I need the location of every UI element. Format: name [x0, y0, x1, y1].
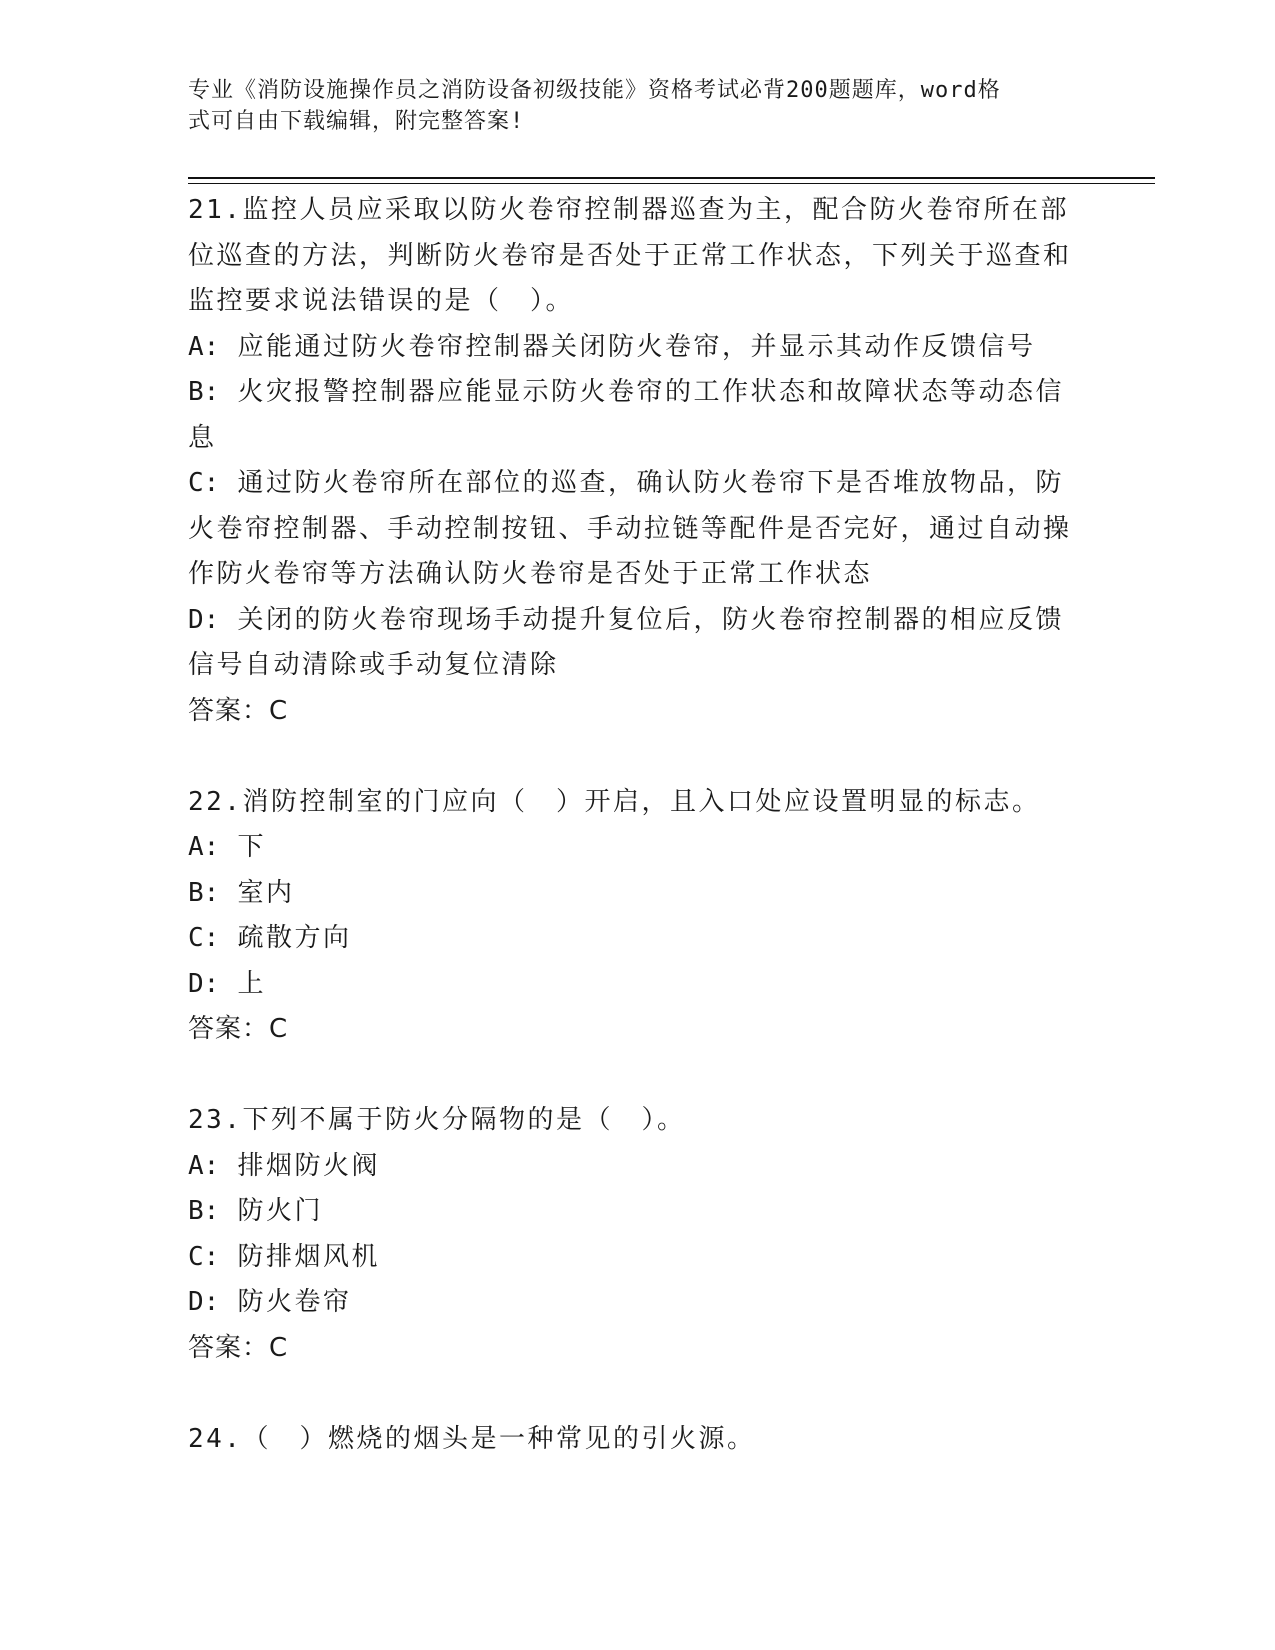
- option-text: 通过防火卷帘所在部位的巡查，确认防火卷帘下是否堆放物品，防火卷帘控制器、手动控制按钮、手动拉链等配件是否完好，通过自动操作防火卷帘等方法确认防火卷帘是否处于正常工作状态: [188, 468, 1072, 589]
- option-text: 下: [237, 832, 266, 862]
- option-label: C:: [188, 923, 220, 953]
- option-label: D:: [188, 968, 220, 999]
- question-24: [188, 1417, 1088, 1463]
- question-21: [188, 188, 1088, 734]
- document-header: [188, 75, 1068, 137]
- question-list: [188, 188, 1088, 1462]
- option-b: [188, 370, 1088, 461]
- option-label: C:: [188, 1241, 220, 1272]
- option-text: 上: [237, 968, 266, 999]
- option-label: D:: [188, 604, 220, 635]
- option-text: 室内: [237, 877, 295, 908]
- option-c: [188, 1235, 1088, 1281]
- option-d: [188, 962, 1088, 1008]
- question-stem: 24.（ ）燃烧的烟头是一种常见的引火源。: [188, 1423, 756, 1454]
- option-d: [188, 598, 1088, 689]
- question-spacer: [188, 1371, 1088, 1417]
- question-stem: 21.监控人员应采取以防火卷帘控制器巡查为主，配合防火卷帘所在部位巡查的方法，判断防火卷帘是否处于正常工作状态，下列关于巡查和监控要求说法错误的是（ ）。: [188, 195, 1072, 316]
- answer-line: 答案：C: [188, 1014, 289, 1044]
- option-label: A:: [188, 331, 220, 362]
- option-label: A:: [188, 832, 220, 862]
- option-text: 火灾报警控制器应能显示防火卷帘的工作状态和故障状态等动态信息: [188, 377, 1064, 453]
- option-a: [188, 1144, 1088, 1190]
- option-text: 防排烟风机: [237, 1241, 380, 1272]
- option-c: [188, 461, 1088, 598]
- header-line-2: 式可自由下载编辑，附完整答案!: [188, 109, 525, 134]
- header-divider-thick: [188, 177, 1155, 179]
- option-text: 应能通过防火卷帘控制器关闭防火卷帘，并显示其动作反馈信号: [237, 331, 1036, 362]
- answer-line: 答案：C: [188, 1332, 289, 1363]
- question-23: [188, 1098, 1088, 1371]
- question-spacer: [188, 734, 1088, 780]
- header-line-1: 专业《消防设施操作员之消防设备初级技能》资格考试必背200题题库，word格: [188, 78, 1001, 103]
- option-text: 排烟防火阀: [237, 1150, 380, 1181]
- option-d: [188, 1280, 1088, 1326]
- option-label: A:: [188, 1150, 220, 1181]
- question-stem: 22.消防控制室的门应向（ ）开启，且入口处应设置明显的标志。: [188, 786, 1041, 817]
- question-spacer: [188, 1053, 1088, 1099]
- option-c: [188, 916, 1088, 962]
- header-divider-thin: [188, 183, 1155, 184]
- option-b: [188, 871, 1088, 917]
- option-text: 防火卷帘: [237, 1287, 352, 1317]
- question-22: [188, 780, 1088, 1053]
- option-b: [188, 1189, 1088, 1235]
- question-stem: 23.下列不属于防火分隔物的是（ ）。: [188, 1105, 686, 1135]
- option-label: B:: [188, 377, 220, 407]
- option-a: [188, 325, 1088, 371]
- option-text: 关闭的防火卷帘现场手动提升复位后，防火卷帘控制器的相应反馈信号自动清除或手动复位清除: [188, 604, 1064, 680]
- option-text: 疏散方向: [237, 923, 352, 953]
- option-label: D:: [188, 1287, 220, 1317]
- option-a: [188, 825, 1088, 871]
- option-label: B:: [188, 877, 220, 908]
- option-label: B:: [188, 1196, 220, 1226]
- option-text: 防火门: [237, 1196, 323, 1226]
- option-label: C:: [188, 468, 220, 498]
- answer-line: 答案：C: [188, 695, 289, 726]
